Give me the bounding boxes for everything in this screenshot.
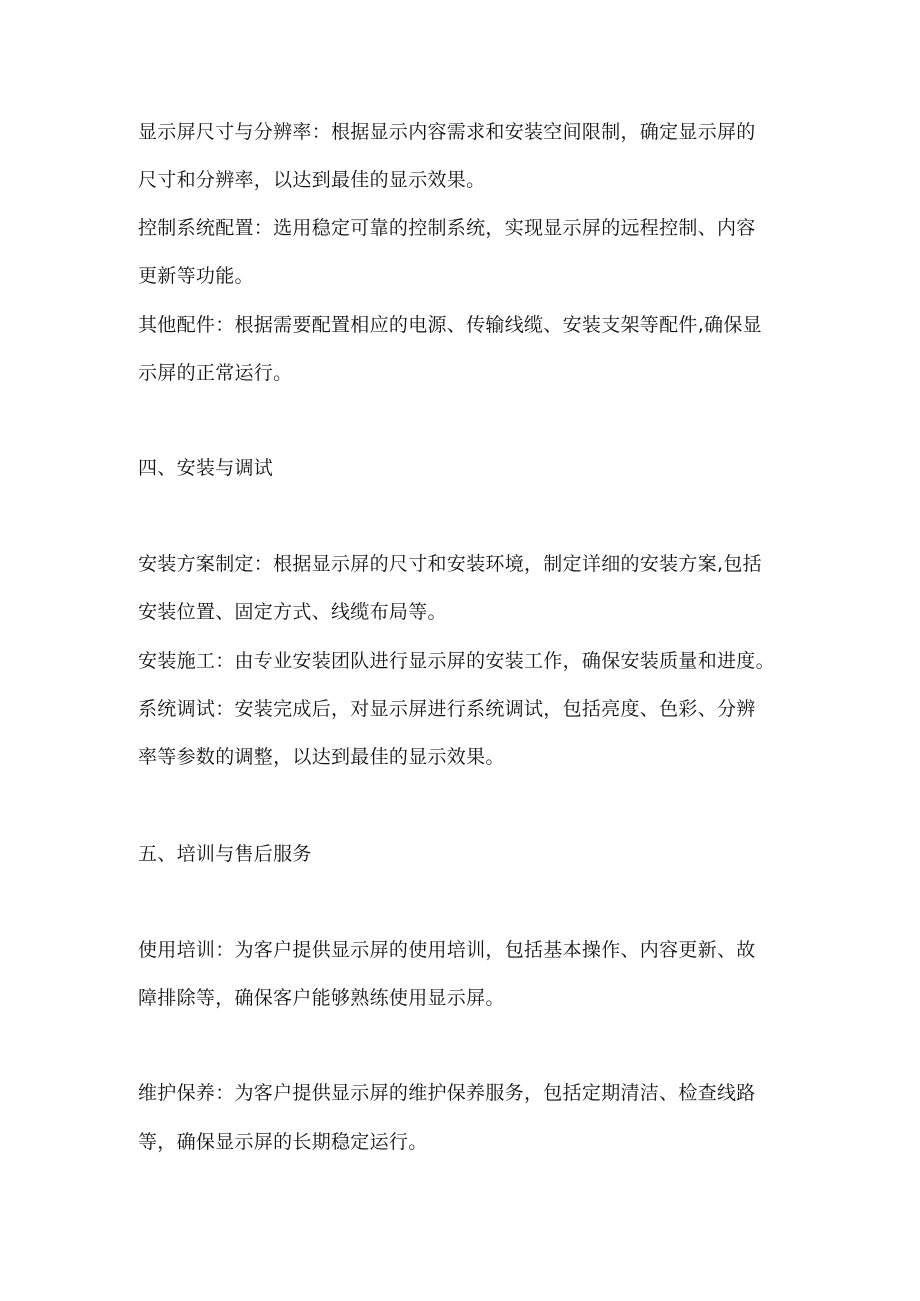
paragraph-maintenance-line-2: 等，确保显示屏的长期稳定运行。 — [138, 1131, 428, 1153]
paragraph-install-work-line-1: 安装施工：由专业安装团队进行显示屏的安装工作，确保安装质量和进度。 — [138, 650, 775, 672]
paragraph-system-debug-line-2: 率等参数的调整，以达到最佳的显示效果。 — [138, 746, 505, 768]
paragraph-display-size-line-2: 尺寸和分辨率，以达到最佳的显示效果。 — [138, 169, 486, 191]
paragraph-control-system-line-1: 控制系统配置：选用稳定可靠的控制系统，实现显示屏的远程控制、内容 — [138, 217, 756, 239]
paragraph-maintenance-line-1: 维护保养：为客户提供显示屏的维护保养服务，包括定期清洁、检查线路 — [138, 1082, 756, 1104]
paragraph-display-size-line-1: 显示屏尺寸与分辨率：根据显示内容需求和安装空间限制，确定显示屏的 — [138, 121, 756, 143]
paragraph-training-line-1: 使用培训：为客户提供显示屏的使用培训，包括基本操作、内容更新、故 — [138, 939, 756, 961]
paragraph-install-plan-line-1: 安装方案制定：根据显示屏的尺寸和安装环境，制定详细的安装方案,包括 — [138, 553, 762, 575]
paragraph-accessories-line-1: 其他配件：根据需要配置相应的电源、传输线缆、安装支架等配件,确保显 — [138, 314, 762, 336]
section-heading-install: 四、安装与调试 — [138, 457, 274, 479]
section-heading-training: 五、培训与售后服务 — [138, 843, 312, 865]
paragraph-accessories-line-2: 示屏的正常运行。 — [138, 362, 293, 384]
paragraph-install-plan-line-2: 安装位置、固定方式、线缆布局等。 — [138, 601, 447, 623]
paragraph-control-system-line-2: 更新等功能。 — [138, 265, 254, 287]
paragraph-system-debug-line-1: 系统调试：安装完成后，对显示屏进行系统调试，包括亮度、色彩、分辨 — [138, 698, 756, 720]
paragraph-training-line-2: 障排除等，确保客户能够熟练使用显示屏。 — [138, 987, 505, 1009]
